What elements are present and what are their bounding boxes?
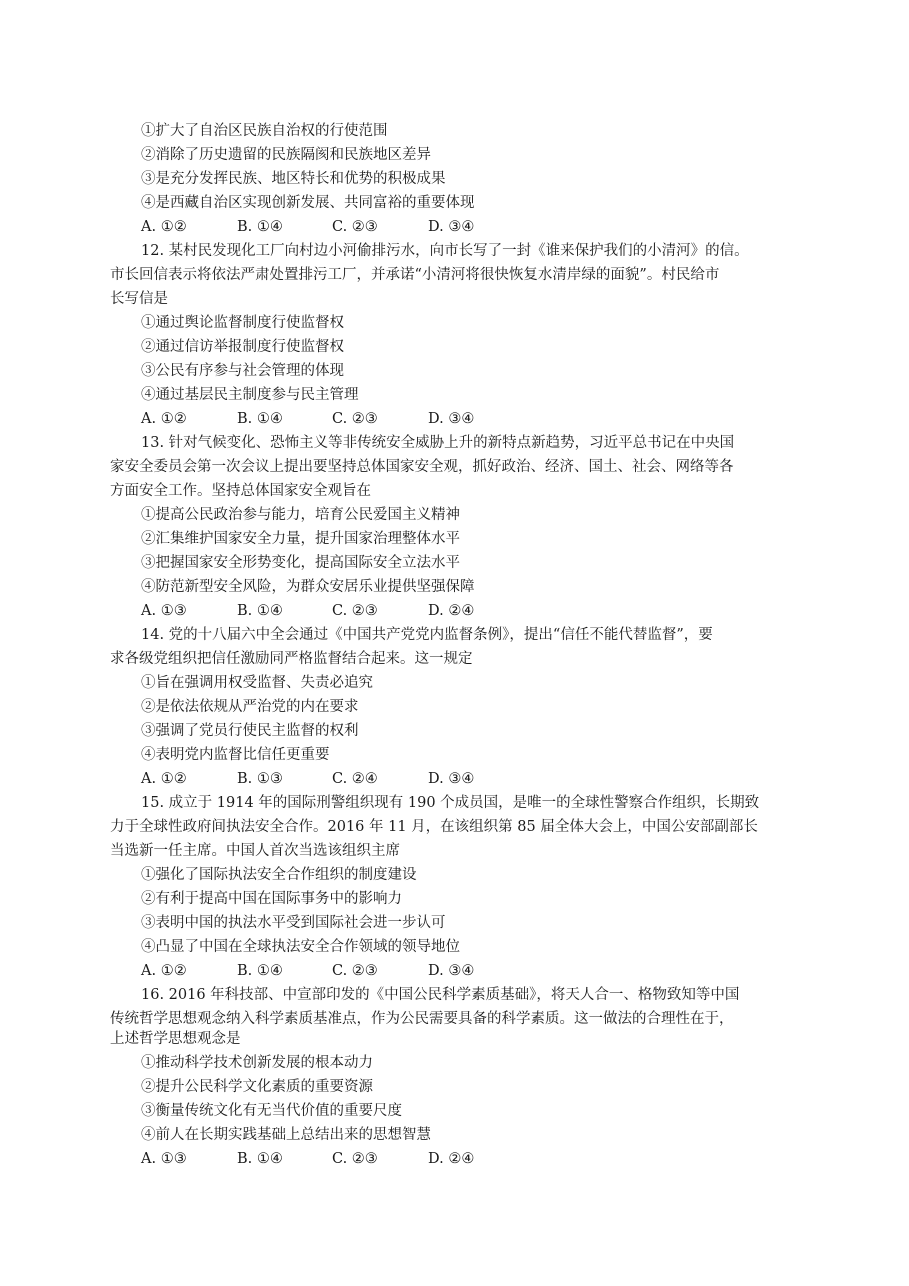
q14-option-1: ①旨在强调用权受监督、失责必追究: [141, 675, 373, 691]
q15-answer-c: C. ②③: [332, 963, 378, 979]
q13-answer-b: B. ①④: [237, 603, 283, 619]
q13-option-1: ①提高公民政治参与能力，培育公民爱国主义精神: [141, 507, 460, 523]
q15-answer-a: A. ①②: [141, 963, 187, 979]
q16-option-1: ①推动科学技术创新发展的根本动力: [141, 1055, 373, 1071]
q15-answer-b: B. ①④: [237, 963, 283, 979]
q11-option-4: ④是西藏自治区实现创新发展、共同富裕的重要体现: [141, 195, 475, 211]
q16-stem-line-2: 传统哲学思想观念纳入科学素质基准点，作为公民需要具备的科学素质。这一做法的合理性在于，: [110, 1011, 734, 1027]
q12-option-1: ①通过舆论监督制度行使监督权: [141, 315, 344, 331]
q12-answers: [141, 409, 641, 429]
q11-option-2: ②消除了历史遗留的民族隔阂和民族地区差异: [141, 147, 431, 163]
q15-option-1: ①强化了国际执法安全合作组织的制度建设: [141, 867, 417, 883]
q11-option-3: ③是充分发挥民族、地区特长和优势的积极成果: [141, 171, 446, 187]
q13-option-2: ②汇集维护国家安全力量，提升国家治理整体水平: [141, 531, 460, 547]
q13-option-4: ④防范新型安全风险，为群众安居乐业提供坚强保障: [141, 579, 475, 595]
q14-answer-a: A. ①②: [141, 771, 187, 787]
q16-stem-line-1: 16. 2016 年科技部、中宣部印发的《中国公民科学素质基础》，将天人合一、格物致知等中国: [141, 987, 740, 1003]
q11-answers: [141, 217, 641, 237]
q14-option-3: ③强调了党员行使民主监督的权利: [141, 723, 359, 739]
q15-answers: [141, 961, 641, 981]
q15-option-3: ③表明中国的执法水平受到国际社会进一步认可: [141, 915, 446, 931]
q13-answers: [141, 601, 641, 621]
q14-option-4: ④表明党内监督比信任更重要: [141, 747, 330, 763]
q16-option-3: ③衡量传统文化有无当代价值的重要尺度: [141, 1103, 402, 1119]
q12-answer-c: C. ②③: [332, 411, 378, 427]
q13-stem-line-2: 家安全委员会第一次会议上提出要坚持总体国家安全观，抓好政治、经济、国土、社会、网络等各: [110, 459, 734, 475]
q14-stem-line-2: 求各级党组织把信任激励同严格监督结合起来。这一规定: [110, 651, 473, 667]
q12-answer-a: A. ①②: [141, 411, 187, 427]
q16-option-2: ②提升公民科学文化素质的重要资源: [141, 1079, 373, 1095]
q15-answer-d: D. ③④: [428, 963, 475, 979]
q11-answer-a: A. ①②: [141, 219, 187, 235]
q13-answer-d: D. ②④: [428, 603, 475, 619]
q12-option-2: ②通过信访举报制度行使监督权: [141, 339, 344, 355]
q14-answers: [141, 769, 641, 789]
q12-stem-line-2: 市长回信表示将依法严肃处置排污工厂，并承诺“小清河将很快恢复水清岸绿的面貌”。村民给市: [110, 267, 720, 283]
q15-option-2: ②有利于提高中国在国际事务中的影响力: [141, 891, 402, 907]
q16-answer-c: C. ②③: [332, 1151, 378, 1167]
q14-option-2: ②是依法依规从严治党的内在要求: [141, 699, 359, 715]
q15-stem-line-2: 力于全球性政府间执法安全合作。2016 年 11 月，在该组织第 85 届全体大会上，中国公安部副部长: [110, 819, 758, 835]
q16-option-4: ④前人在长期实践基础上总结出来的思想智慧: [141, 1127, 431, 1143]
q15-stem-line-1: 15. 成立于 1914 年的国际刑警组织现有 190 个成员国，是唯一的全球性警察合作组织，长期致: [141, 795, 760, 811]
q11-answer-d: D. ③④: [428, 219, 475, 235]
q14-stem-line-1: 14. 党的十八届六中全会通过《中国共产党党内监督条例》，提出“信任不能代替监督”，要: [141, 627, 713, 643]
q13-stem-line-1: 13. 针对气候变化、恐怖主义等非传统安全威胁上升的新特点新趋势，习近平总书记在中央国: [141, 435, 735, 451]
q13-answer-c: C. ②③: [332, 603, 378, 619]
q12-option-3: ③公民有序参与社会管理的体现: [141, 363, 344, 379]
q13-stem-line-3: 方面安全工作。坚持总体国家安全观旨在: [110, 483, 371, 499]
q16-answers: [141, 1149, 641, 1169]
q16-stem-line-3: 上述哲学思想观念是: [110, 1031, 241, 1047]
q11-option-1: ①扩大了自治区民族自治权的行使范围: [141, 123, 388, 139]
q13-option-3: ③把握国家安全形势变化，提高国际安全立法水平: [141, 555, 460, 571]
q12-answer-d: D. ③④: [428, 411, 475, 427]
q14-answer-c: C. ②④: [332, 771, 378, 787]
q15-option-4: ④凸显了中国在全球执法安全合作领域的领导地位: [141, 939, 460, 955]
q14-answer-d: D. ③④: [428, 771, 475, 787]
q14-answer-b: B. ①③: [237, 771, 283, 787]
q16-answer-d: D. ②④: [428, 1151, 475, 1167]
q11-answer-c: C. ②③: [332, 219, 378, 235]
q12-stem-line-1: 12. 某村民发现化工厂向村边小河偷排污水，向市长写了一封《谁来保护我们的小清河》的信。: [141, 243, 749, 259]
q12-stem-line-3: 长写信是: [110, 291, 168, 307]
q16-answer-b: B. ①④: [237, 1151, 283, 1167]
q11-answer-b: B. ①④: [237, 219, 283, 235]
q12-option-4: ④通过基层民主制度参与民主管理: [141, 387, 359, 403]
q12-answer-b: B. ①④: [237, 411, 283, 427]
q13-answer-a: A. ①③: [141, 603, 187, 619]
q15-stem-line-3: 当选新一任主席。中国人首次当选该组织主席: [110, 843, 400, 859]
q16-answer-a: A. ①③: [141, 1151, 187, 1167]
